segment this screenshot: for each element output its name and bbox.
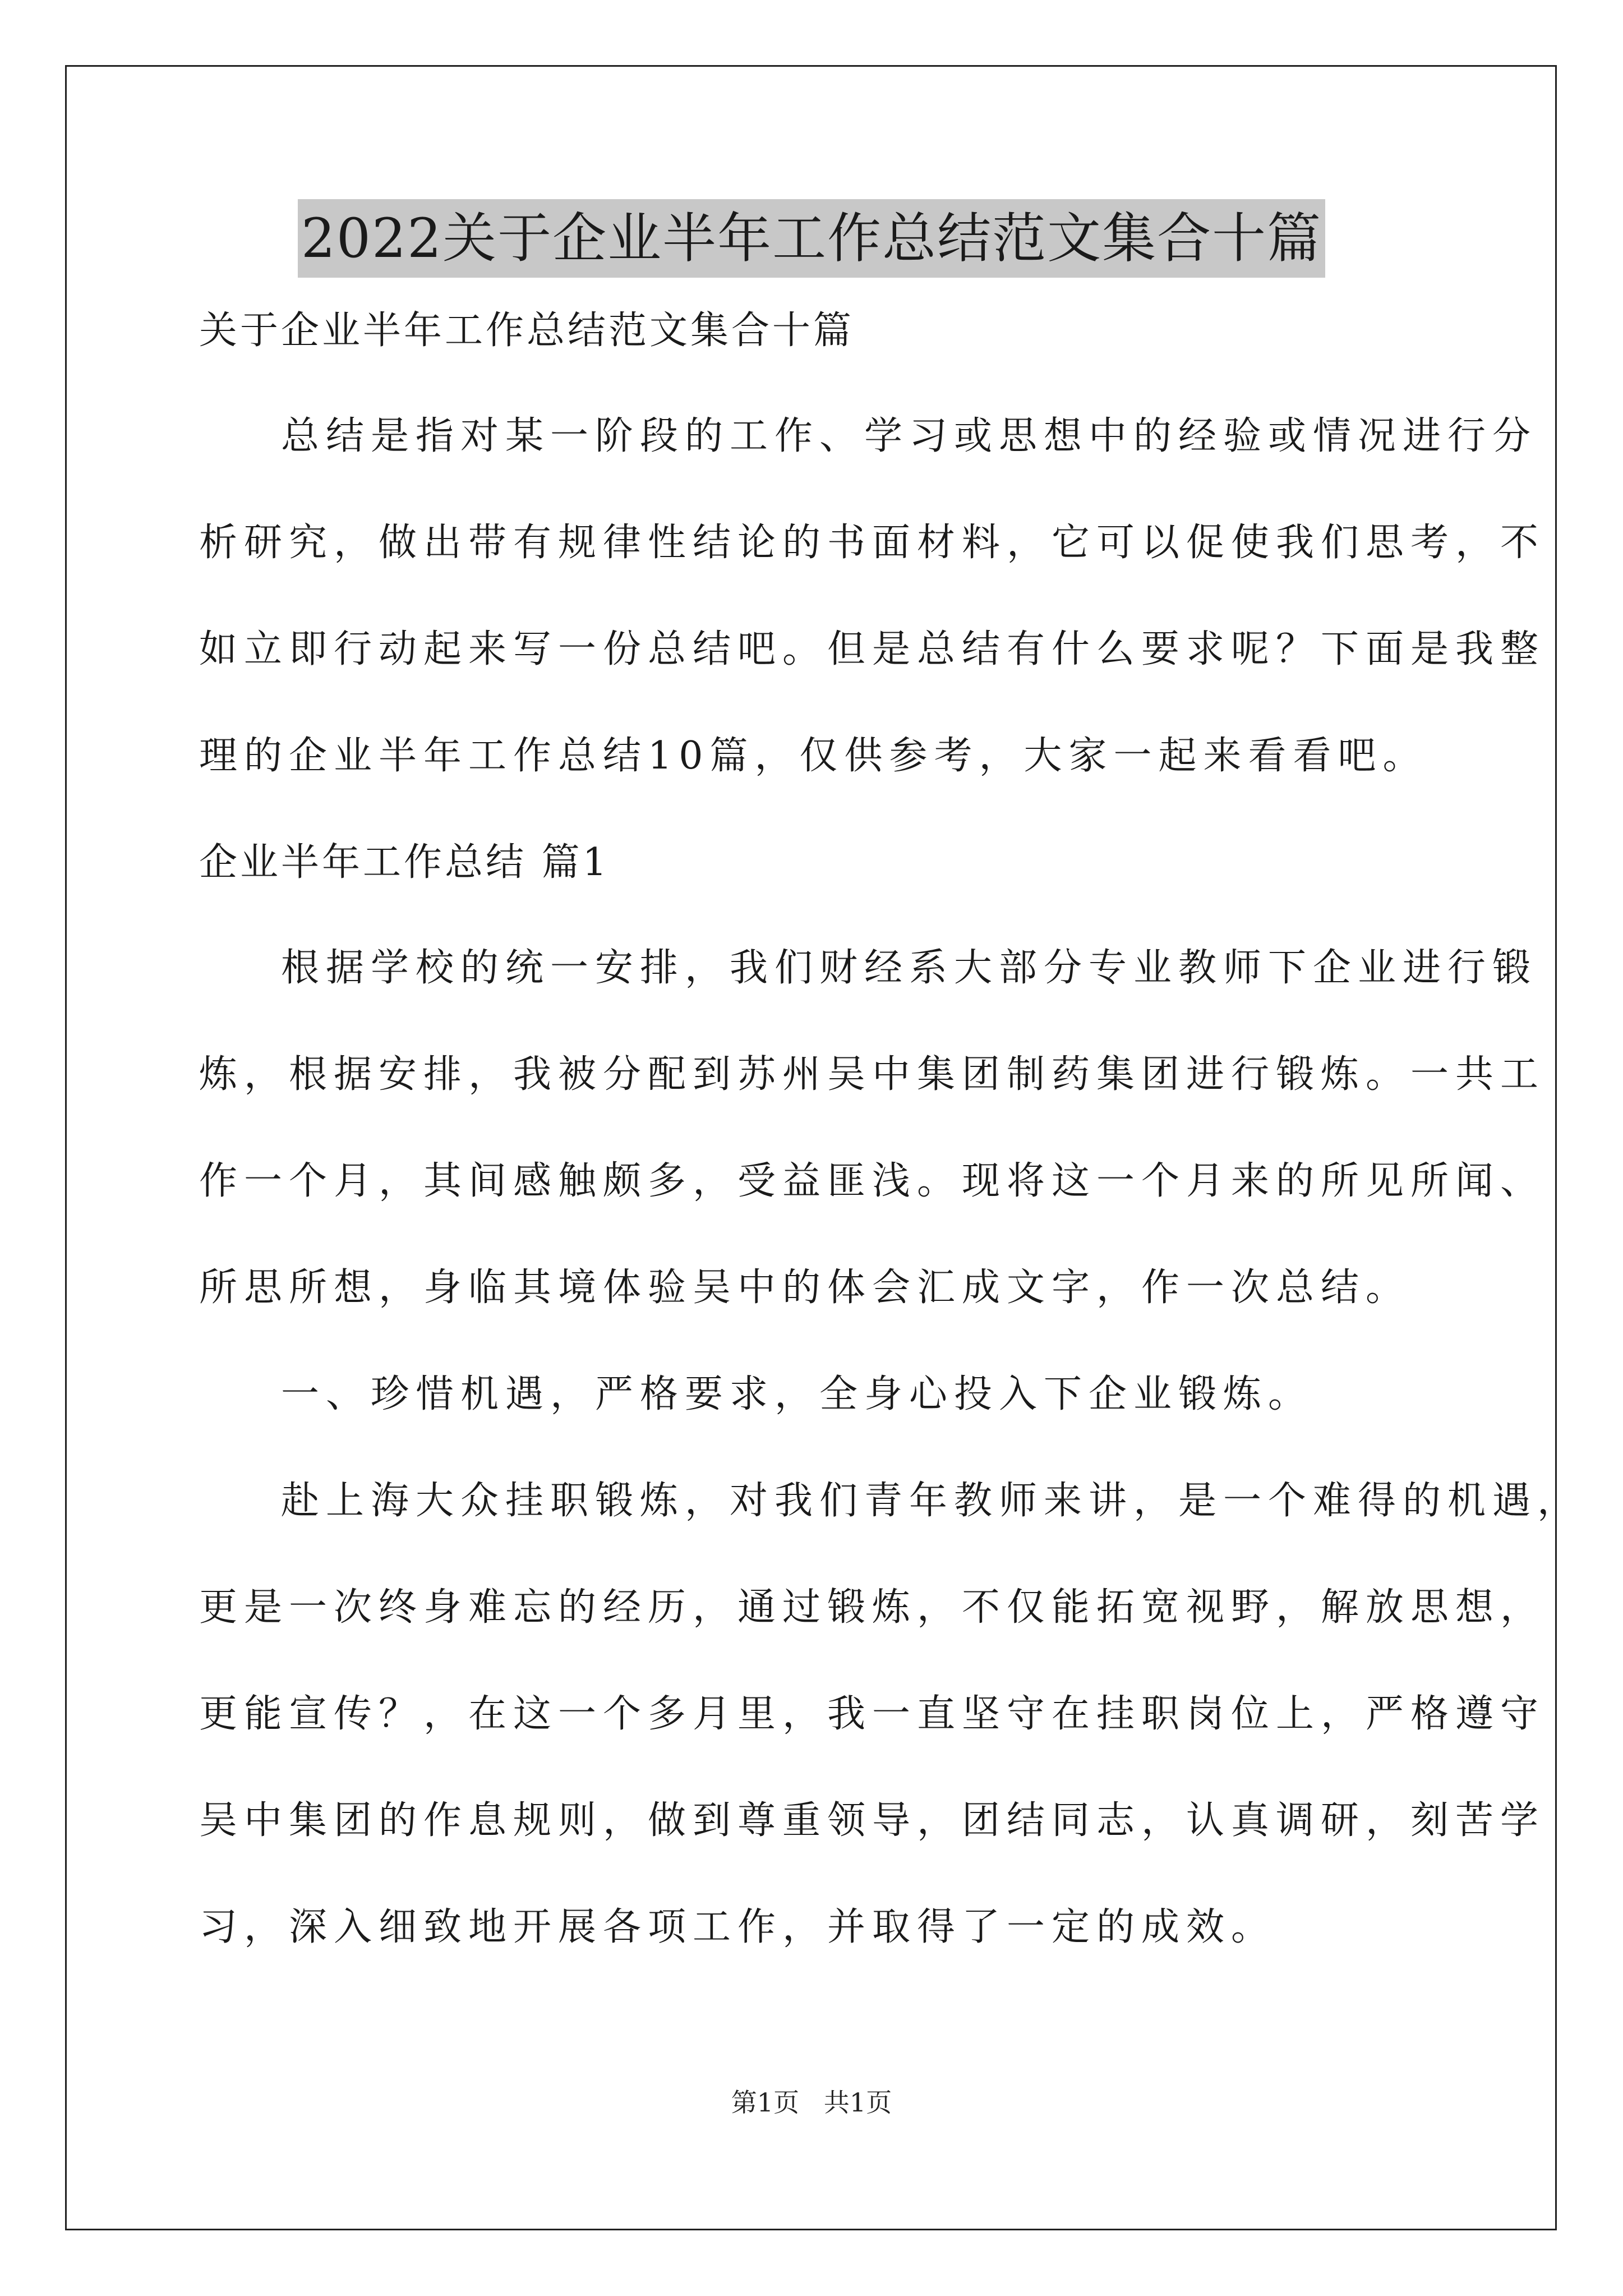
- paragraph-line: 吴中集团的作息规则，做到尊重领导，团结同志，认真调研，刻苦学: [199, 1798, 1546, 1843]
- paragraph-line: 更是一次终身难忘的经历，通过锻炼，不仅能拓宽视野，解放思想，: [199, 1585, 1546, 1630]
- title-container: [0, 199, 1623, 278]
- intro-line: 总结是指对某一阶段的工作、学习或思想中的经验或情况进行分: [281, 414, 1538, 458]
- paragraph-line: 作一个月，其间感触颇多，受益匪浅。现将这一个月来的所见所闻、: [199, 1159, 1546, 1203]
- paragraph-line: 更能宣传？，在这一个多月里，我一直坚守在挂职岗位上，严格遵守: [199, 1692, 1546, 1736]
- paragraph-line: 根据学校的统一安排，我们财经系大部分专业教师下企业进行锻: [281, 946, 1538, 990]
- page-number-footer: 第1页 共1页: [731, 2087, 892, 2118]
- paragraph-line: 炼，根据安排，我被分配到苏州吴中集团制药集团进行锻炼。一共工: [199, 1052, 1546, 1097]
- intro-line: 如立即行动起来写一份总结吧。但是总结有什么要求呢？下面是我整: [199, 627, 1546, 671]
- intro-line: 析研究，做出带有规律性结论的书面材料，它可以促使我们思考，不: [199, 521, 1546, 565]
- section-heading: 企业半年工作总结 篇1: [199, 840, 610, 885]
- paragraph-line: 赴上海大众挂职锻炼，对我们青年教师来讲，是一个难得的机遇，: [281, 1479, 1583, 1523]
- document-title: 2022关于企业半年工作总结范文集合十篇: [298, 199, 1325, 278]
- document-body: [199, 303, 1583, 1955]
- paragraph-line: 所思所想，身临其境体验吴中的体会汇成文字，作一次总结。: [199, 1266, 1411, 1310]
- paragraph-line: 习，深入细致地开展各项工作，并取得了一定的成效。: [199, 1905, 1276, 1949]
- point-heading: 一、珍惜机遇，严格要求，全身心投入下企业锻炼。: [281, 1372, 1313, 1416]
- document-subtitle: 关于企业半年工作总结范文集合十篇: [199, 309, 855, 353]
- intro-line: 理的企业半年工作总结10篇，仅供参考，大家一起来看看吧。: [199, 734, 1428, 778]
